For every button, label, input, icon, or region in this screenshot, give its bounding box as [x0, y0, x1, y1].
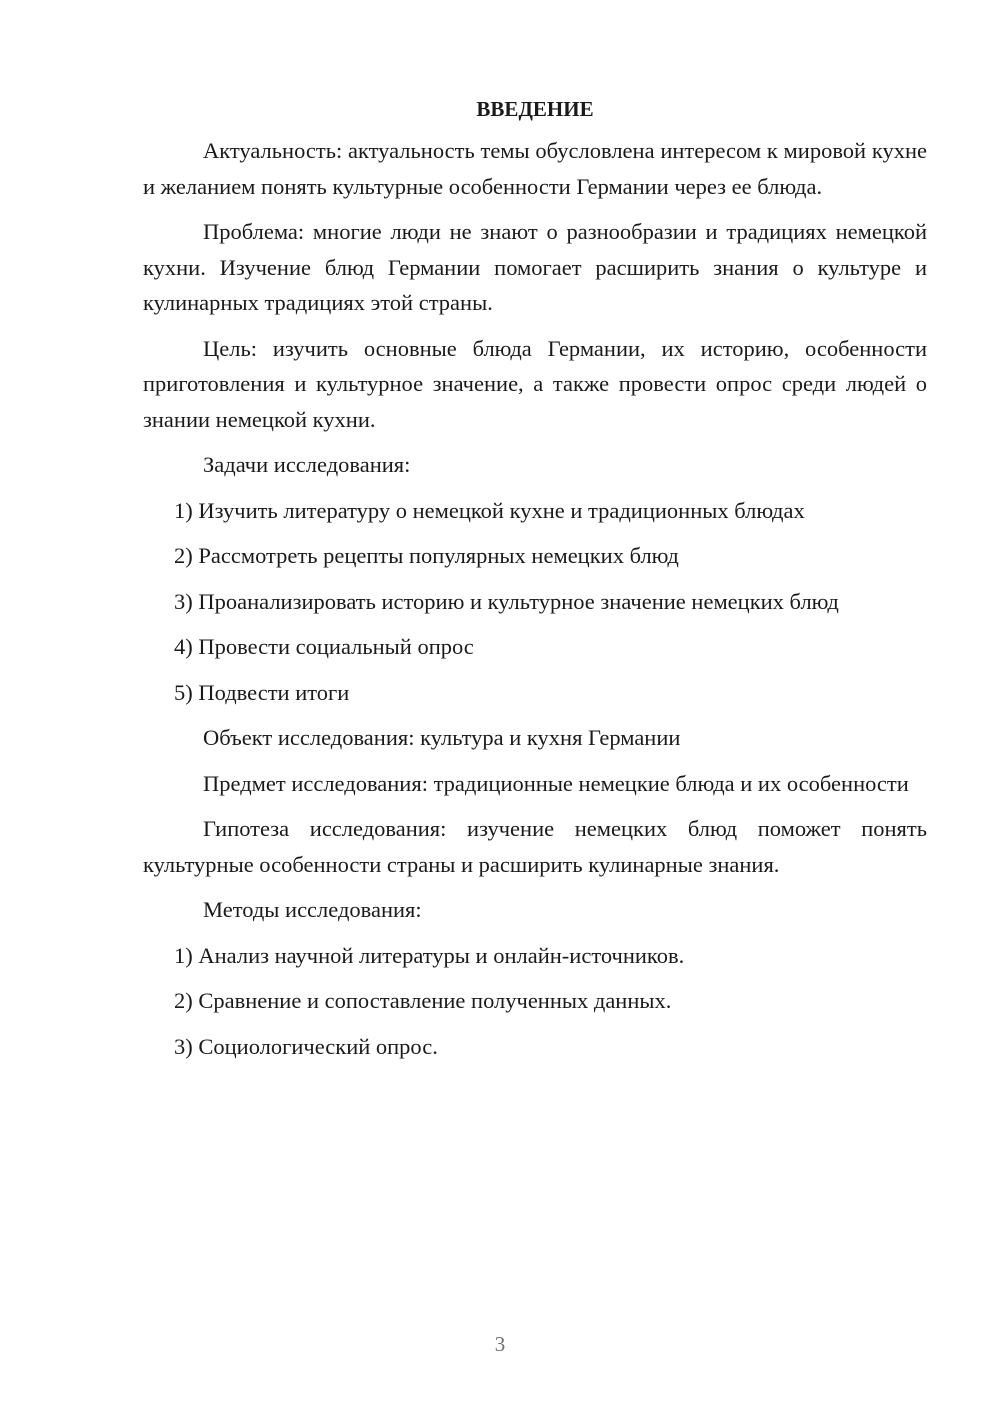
page-number: 3 [494, 1332, 506, 1356]
page-title: ВВЕДЕНИЕ [476, 97, 594, 121]
paragraph-goal: Цель: изучить основные блюда Германии, их историю, особенности приготовления и культурное значение, а также провести опрос среди людей о знании немецкой кухни. [143, 335, 927, 432]
methods-heading: Методы исследования: [203, 897, 422, 922]
tasks-list [143, 493, 927, 711]
list-item: 1) Анализ научной литературы и онлайн-источников. [174, 942, 685, 968]
list-item: 5) Подвести итоги [174, 679, 350, 705]
tasks-heading: Задачи исследования: [203, 452, 411, 477]
methods-list [143, 938, 927, 1065]
list-item: 2) Рассмотреть рецепты популярных немецких блюд [174, 543, 679, 568]
list-item: 3) Социологический опрос. [174, 1033, 438, 1059]
list-item: 4) Провести социальный опрос [174, 634, 474, 659]
list-item: 3) Проанализировать историю и культурное значение немецких блюд [174, 588, 839, 614]
list-item: 1) Изучить литературу о немецкой кухне и традиционных блюдах [174, 497, 805, 523]
paragraph-problem: Проблема: многие люди не знают о разнообразии и традициях немецкой кухни. Изучение блюд Германии помогает расширить знания о культуре и кулинарных традициях этой страны. [143, 219, 927, 315]
page-content [143, 92, 927, 1074]
paragraph-subject: Предмет исследования: традиционные немецкие блюда и их особенности [203, 770, 909, 796]
paragraph-hypothesis: Гипотеза исследования: изучение немецких блюд поможет понять культурные особенности страны и расширить кулинарные знания. [143, 816, 927, 877]
list-item: 2) Сравнение и сопоставление полученных данных. [174, 988, 672, 1013]
paragraph-object: Объект исследования: культура и кухня Германии [203, 725, 681, 750]
paragraph-relevance: Актуальность: актуальность темы обусловлена интересом к мировой кухне и желанием понять культурные особенности Германии через ее блюда. [143, 138, 927, 199]
